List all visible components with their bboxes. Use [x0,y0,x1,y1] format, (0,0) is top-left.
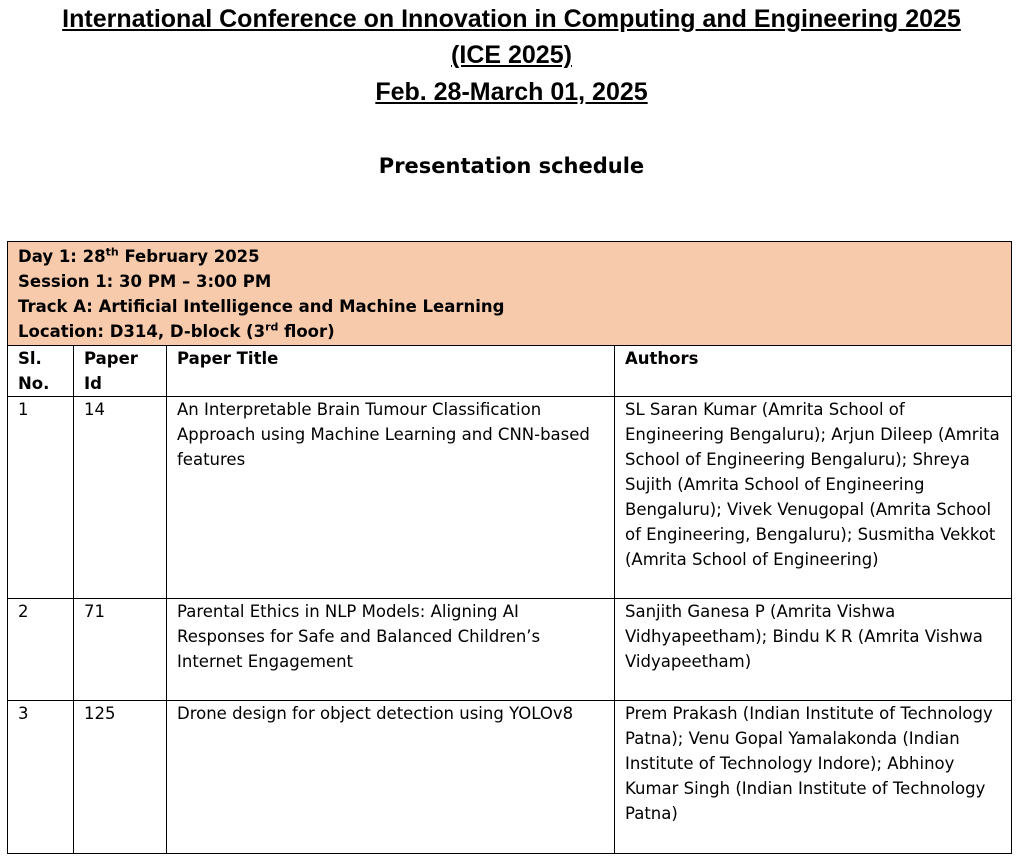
row-sl: 1 [8,397,74,599]
table-row [8,397,1012,599]
row-authors: Prem Prakash (Indian Institute of Technology Patna); Venu Gopal Yamalakonda (Indian Institute of Technology Indore); Abhinoy Kumar Singh (Indian Institute of Technology Patna) [615,701,1012,854]
row-authors: SL Saran Kumar (Amrita School of Engineering Bengaluru); Arjun Dileep (Amrita School of Engineering Bengaluru); Shreya Sujith (Amrita School of Engineering Bengaluru); Vivek Venugopal (Amrita School of Engineering, Bengaluru); Susmitha Vekkot (Amrita School of Engineering) [615,397,1012,599]
session-header-row [8,242,1012,346]
session-header [8,242,1012,346]
conference-title-line1: International Conference on Innovation in Computing and Engineering 2025 [62,5,961,33]
row-paper-id: 14 [74,397,167,599]
table-row [8,599,1012,701]
col-header-authors: Authors [615,346,1012,397]
session-track: Track A: Artificial Intelligence and Machine Learning [18,297,505,316]
conference-acronym: (ICE 2025) [451,41,572,69]
row-authors: Sanjith Ganesa P (Amrita Vishwa Vidhyapeetham); Bindu K R (Amrita Vishwa Vidyapeetham) [615,599,1012,701]
col-header-paper-id: Paper Id [74,346,167,397]
col-header-paper-title: Paper Title [167,346,615,397]
col-header-sl: Sl. No. [8,346,74,397]
column-header-row [8,346,1012,397]
session-location: Location: D314, D-block (3rd floor) [18,320,335,341]
row-sl: 3 [8,701,74,854]
row-sl: 2 [8,599,74,701]
row-paper-title: Drone design for object detection using YOLOv8 [167,701,615,854]
page-subtitle: Presentation schedule [378,154,645,178]
row-paper-title: An Interpretable Brain Tumour Classification Approach using Machine Learning and CNN-based features [167,397,615,599]
row-paper-id: 125 [74,701,167,854]
session-day: Day 1: 28th February 2025 [18,245,260,266]
session-time: Session 1: 30 PM – 3:00 PM [18,272,272,291]
row-paper-title: Parental Ethics in NLP Models: Aligning AI Responses for Safe and Balanced Children’s Internet Engagement [167,599,615,701]
conference-dates: Feb. 28-March 01, 2025 [375,78,648,106]
table-row [8,701,1012,854]
row-paper-id: 71 [74,599,167,701]
schedule-table [7,241,1012,854]
